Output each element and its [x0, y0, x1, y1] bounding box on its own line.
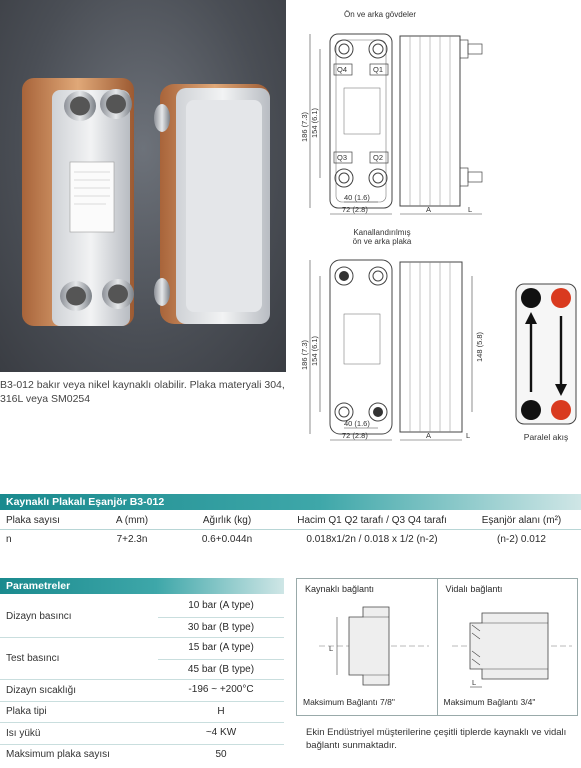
threaded-connection-drawing — [452, 601, 572, 691]
param-value: 10 bar (A type) — [188, 600, 254, 611]
param-label: Test basıncı — [6, 653, 60, 664]
flow-label: Paralel akış — [523, 432, 569, 442]
param-row-heat-load — [0, 723, 284, 745]
welded-connection — [297, 579, 437, 715]
photo-caption — [0, 378, 290, 406]
port-red-icon — [551, 288, 571, 308]
spec-table-header — [0, 512, 581, 530]
cell-a-mm: 7+2.3n — [116, 533, 148, 545]
params-title: Parametreler — [0, 578, 284, 594]
caption-line-2: 316L veya SM0254 — [0, 393, 91, 405]
col-area: Eşanjör alanı (m²) — [481, 515, 562, 526]
table1-title: Kaynaklı Plakalı Eşanjör B3-012 — [0, 494, 581, 510]
param-value: 15 bar (A type) — [188, 642, 254, 653]
table-row — [0, 530, 581, 548]
dim-l-mid: L — [466, 431, 471, 440]
col-plate-count: Plaka sayısı — [6, 515, 60, 526]
welded-max: Maksimum Bağlantı 7/8" — [303, 697, 395, 707]
col-a-mm: A (mm) — [115, 515, 149, 526]
dim-a-mid: A — [426, 431, 432, 440]
dim-height-inner-2: 154 (6.1) — [310, 335, 319, 366]
param-label: Dizayn sıcaklığı — [6, 684, 77, 696]
params-table — [0, 596, 284, 765]
param-row-plate-type — [0, 702, 284, 724]
dim-width-outer-2: 72 (2.8) — [342, 431, 368, 440]
heat-exchanger-illustration — [0, 0, 286, 372]
port-black-icon — [521, 288, 541, 308]
connection-types-box — [296, 578, 578, 716]
port-q2-label: Q2 — [373, 153, 384, 162]
dim-width-inner-2: 40 (1.6) — [344, 419, 370, 428]
dim-side-height: 148 (5.8) — [475, 331, 484, 362]
param-value: 45 bar (B type) — [158, 659, 284, 680]
connection-note: Ekin Endüstriyel müşterilerine çeşitli tiplerde kaynaklı ve vidalı bağlantı sunmaktadır. — [306, 727, 567, 751]
cell-weight: 0.6+0.044n — [201, 533, 253, 545]
threaded-max: Maksimum Bağlantı 3/4" — [443, 697, 536, 707]
mid-title-line-2: ön ve arka plaka — [352, 237, 412, 246]
cell-area: (n-2) 0.012 — [497, 533, 546, 545]
channeled-plate-diagram — [296, 252, 496, 448]
param-row-design-pressure — [0, 596, 284, 638]
product-photo — [0, 0, 286, 372]
cell-volume: 0.018x1/2n / 0.018 x 1/2 (n-2) — [306, 533, 438, 545]
dim-height-outer-2: 186 (7.3) — [300, 339, 309, 370]
port-q1-label: Q1 — [373, 65, 384, 74]
dim-height-inner: 154 (6.1) — [310, 107, 319, 138]
top-diagram-title: Ön ve arka gövdeler — [343, 10, 417, 19]
col-weight: Ağırlık (kg) — [202, 515, 252, 526]
param-value: ~4 KW — [205, 727, 237, 738]
param-label: Dizayn basıncı — [6, 611, 72, 622]
parallel-flow-diagram — [514, 282, 578, 428]
port-q4-label: Q4 — [337, 65, 348, 74]
col-volume: Hacim Q1 Q2 tarafı / Q3 Q4 tarafı — [297, 515, 447, 526]
param-row-max-plates — [0, 745, 284, 766]
port-black-icon — [521, 400, 541, 420]
threaded-connection — [437, 579, 578, 715]
param-value: -196 ~ +200°C — [188, 684, 254, 695]
port-red-icon — [551, 400, 571, 420]
param-value: 30 bar (B type) — [158, 617, 284, 638]
welded-dim-l: L — [329, 644, 334, 653]
dim-l-top: L — [468, 205, 473, 214]
front-back-body-diagram — [296, 22, 496, 222]
threaded-dim-l: L — [471, 678, 476, 687]
port-q3-label: Q3 — [337, 153, 348, 162]
param-label: Plaka tipi — [6, 706, 47, 718]
dim-width-outer: 72 (2.8) — [342, 205, 368, 214]
threaded-title: Vidalı bağlantı — [445, 584, 503, 594]
welded-title: Kaynaklı bağlantı — [305, 584, 375, 594]
mid-title-line-1: Kanallandırılmış — [353, 228, 411, 237]
cell-plate-count: n — [6, 533, 12, 545]
welded-connection-drawing — [319, 601, 429, 691]
param-value: 50 — [215, 748, 227, 760]
param-label: Isı yükü — [6, 727, 41, 739]
param-value: H — [217, 705, 225, 717]
caption-line-1: B3-012 bakır veya nikel kaynaklı olabilir. Plaka materyali 304, — [0, 379, 285, 391]
param-row-design-temp — [0, 680, 284, 702]
dim-a-top: A — [426, 205, 432, 214]
dim-width-inner: 40 (1.6) — [344, 193, 370, 202]
dim-height-outer: 186 (7.3) — [300, 111, 309, 142]
mid-diagram-title — [332, 228, 432, 246]
spec-table — [0, 512, 581, 548]
param-row-test-pressure — [0, 638, 284, 680]
param-label: Maksimum plaka sayısı — [6, 749, 110, 761]
